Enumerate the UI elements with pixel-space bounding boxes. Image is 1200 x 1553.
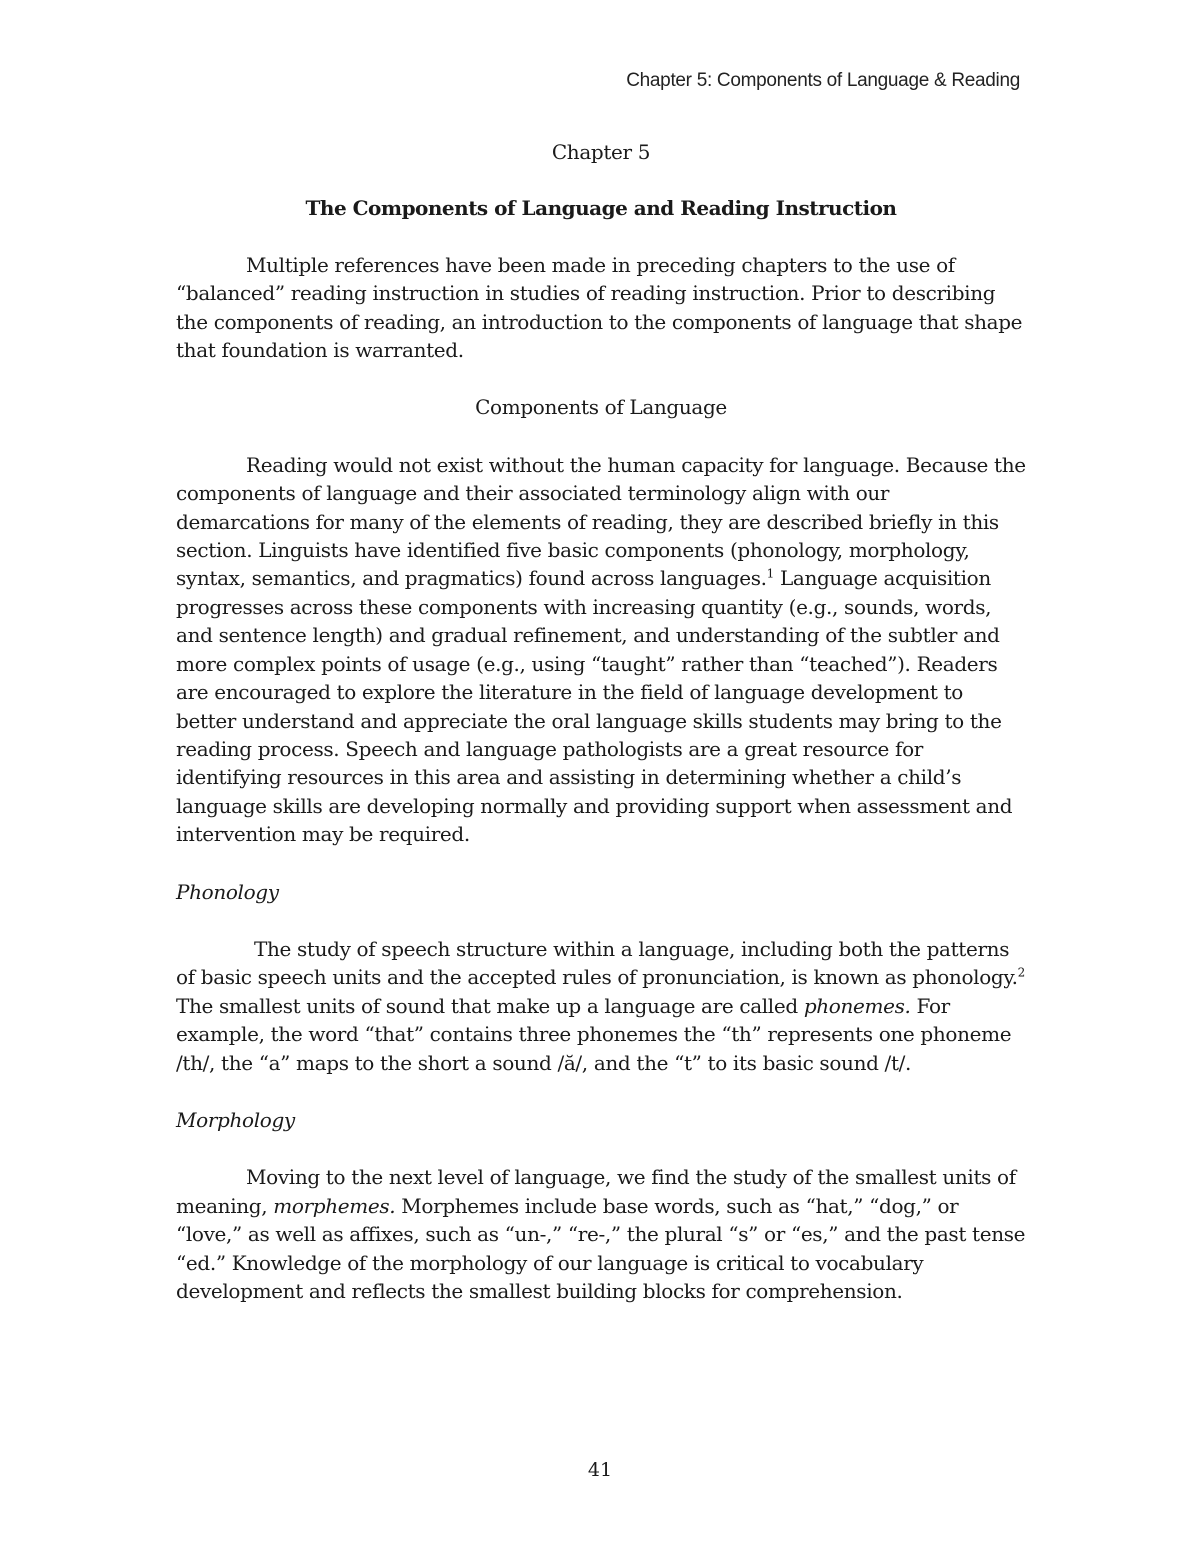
morphology-paragraph	[176, 1163, 1026, 1305]
page-number: 41	[587, 1459, 613, 1481]
phonology-text-part3: For example, the word “that” contains three phonemes the “th” represents one phoneme /th/, the “a” maps to the short a sound /ă/, and the “t” to its basic sound /t/.	[176, 993, 1012, 1075]
components-text-part1: Reading would not exist without the human capacity for language. Because the components of language and their associated terminology align with our demarcations for many of the elements of reading, they are described briefly in this section. Linguists have identified five basic components (phonology, morphology, syntax, semantics, and pragmatics) found across languages.	[176, 452, 1026, 591]
phonology-text-part2: The smallest units of sound that make up a language are called	[176, 993, 804, 1018]
components-paragraph	[176, 451, 1026, 849]
morphology-text-part2: Morphemes include base words, such as “hat,” “dog,” or “love,” as well as affixes, such as “un-,” “re-,” the plural “s” or “es,” and the past tense “ed.” Knowledge of the morphology of our language is critical to vocabulary development and reflects the smallest building blocks for comprehension.	[176, 1193, 1026, 1303]
section-heading-components-of-language: Components of Language	[475, 395, 727, 420]
page-body	[176, 138, 1026, 1305]
phonemes-term: phonemes.	[803, 993, 911, 1018]
footnote-ref-2[interactable]: 2	[1017, 965, 1025, 980]
chapter-title: The Components of Language and Reading Instruction	[305, 196, 897, 221]
chapter-number: Chapter 5	[551, 140, 651, 164]
morphology-text-part1: Moving to the next level of language, we find the study of the smallest units of meaning,	[176, 1165, 1016, 1218]
phonology-text-part1: The study of speech structure within a language, including both the patterns of basic speech units and the accepted rules of pronunciation, is known as phonology.	[176, 936, 1018, 990]
running-header: Chapter 5: Components of Language & Reading	[626, 70, 1020, 91]
components-text-part2: Language acquisition progresses across these components with increasing quantity (e.g., sounds, words, and sentence length) and gradual refinement, and understanding of the subtler and more complex points of usage (e.g., using “taught” rather than “teached”). Readers are encouraged to explore the literature in the field of language development to better understand and appreciate the oral language skills students may bring to the reading process. Speech and language pathologists are a great resource for identifying resources in this area and assisting in determining whether a child’s language skills are developing normally and providing support when assessment and intervention may be required.	[176, 566, 1013, 847]
phonology-paragraph	[176, 935, 1026, 1077]
intro-paragraph: Multiple references have been made in preceding chapters to the use of “balanced” reading instruction in studies of reading instruction. Prior to describing the components of reading, an introduction to the components of language that shape that foundation is warranted.	[176, 252, 1023, 363]
morphemes-term: morphemes.	[273, 1193, 396, 1218]
subheading-phonology: Phonology	[176, 879, 279, 904]
subheading-morphology: Morphology	[176, 1107, 295, 1132]
footnote-ref-1[interactable]: 1	[766, 566, 774, 581]
